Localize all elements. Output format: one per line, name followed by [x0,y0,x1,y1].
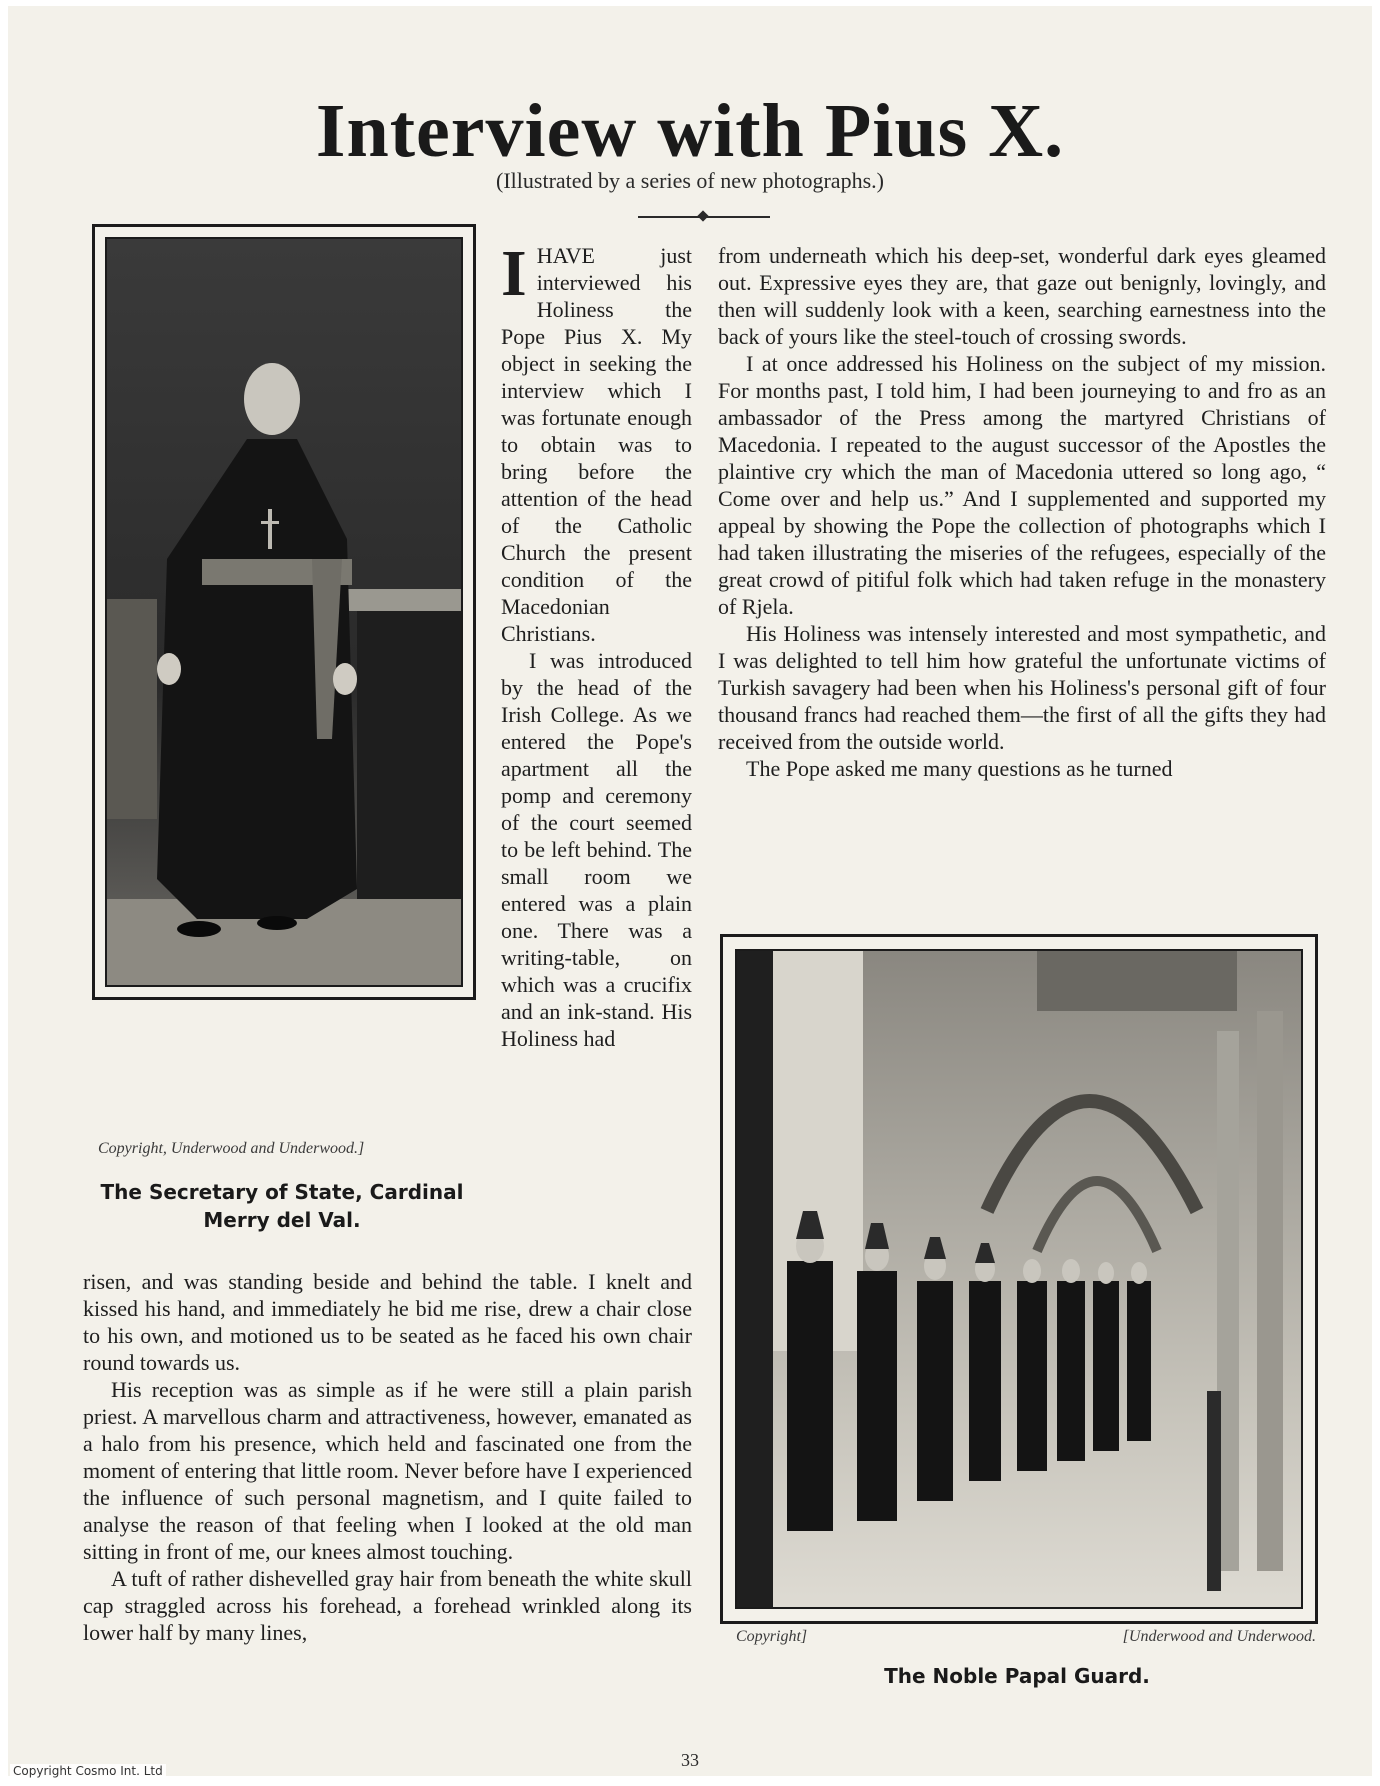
page-number: 33 [681,1750,699,1770]
drop-cap: I [501,237,527,310]
paragraph: I at once addressed his Holiness on the subject of my mission. For months past, I told him, I had been journeying to and fro as an ambassador of the Press among the martyred Christians of Macedonia. I repeated to the august successor of the Apostles the plaintive cry which the man of Macedonia uttered so long ago, “ Come over and help us.” And I supplemented and supported my appeal by showing the Pope the collection of photographs which I had taken illustrating the miseries of the refugees, especially of the great crowd of pitiful folk which had taken refuge in the monastery of Rjela. [718,351,1326,619]
papal-guard-photo [735,949,1303,1609]
paragraph: His reception was as simple as if he were still a plain parish priest. A marvellous charm and attractiveness, however, emanated as a halo from his presence, which held and fascinated one from the moment of entering that little room. Never before have I experienced the influence of such personal magnetism, and I quite failed to analyse the reason of that feeling when I looked at the old man sitting in front of me, our knees almost touching. [83,1377,692,1564]
papal-guard-photo-frame [720,934,1318,1624]
paragraph: I was introduced by the head of the Irish College. As we entered the Pope's apartment all the pomp and ceremony of the court seemed to be left behind. The small room we entered was a plain one. There was a writing-table, on which was a crucifix and an ink-stand. His Holiness had [501,648,692,1051]
cardinal-photo-caption [92,1178,472,1234]
narrow-column [501,237,692,1052]
title-ornament [638,212,770,222]
copyright-watermark: Copyright Cosmo Int. Ltd [10,1764,166,1778]
papal-guard-credit-left: Copyright] [736,1628,808,1645]
caption-line: The Secretary of State, Cardinal [100,1180,464,1204]
cardinal-photo [105,237,463,987]
page [8,6,1372,1776]
paragraph: The Pope asked me many questions as he turned [746,756,1173,781]
paragraph: His Holiness was intensely interested and most sympathetic, and I was delighted to tell him how grateful the unfortunate victims of Turkish savagery had been when his Holiness's personal gift of four thousand francs had reached them—the first of all the gifts they had received from the outside world. [718,621,1326,754]
papal-guard-caption: The Noble Papal Guard. [884,1664,1150,1688]
paragraph: A tuft of rather dishevelled gray hair from beneath the white skull cap straggled across his forehead, a forehead wrinkled along its lower half by many lines, [83,1566,692,1645]
cardinal-photo-frame [92,224,476,1000]
paragraph-text: HAVE just interviewed his Holiness the Pope Pius X. My object in seeking the interview which I was fortunate enough to obtain was to bring before the attention of the head of the Catholic Church the present condition of the Macedonian Christians. [501,243,692,646]
article-title: Interview with Pius X. [315,89,1065,173]
papal-guard-credit-right: [Underwood and Underwood. [1122,1628,1316,1645]
paragraph [501,237,692,647]
wide-column [83,1268,692,1646]
paragraph: risen, and was standing beside and behind the table. I knelt and kissed his hand, and immediately he bid me rise, drew a chair close to his own, and motioned us to be seated as he faced his own chair round towards us. [83,1269,692,1375]
paragraph: from underneath which his deep-set, wonderful dark eyes gleamed out. Expressive eyes they are, that gaze out benignly, lovingly, and then will suddenly look with a keen, searching earnestness into the back of yours like the steel-touch of crossing swords. [718,243,1326,349]
cardinal-photo-credit: Copyright, Underwood and Underwood.] [98,1140,365,1157]
right-column [718,242,1326,782]
article-subtitle: (Illustrated by a series of new photographs.) [496,168,884,193]
caption-line: Merry del Val. [203,1208,361,1232]
